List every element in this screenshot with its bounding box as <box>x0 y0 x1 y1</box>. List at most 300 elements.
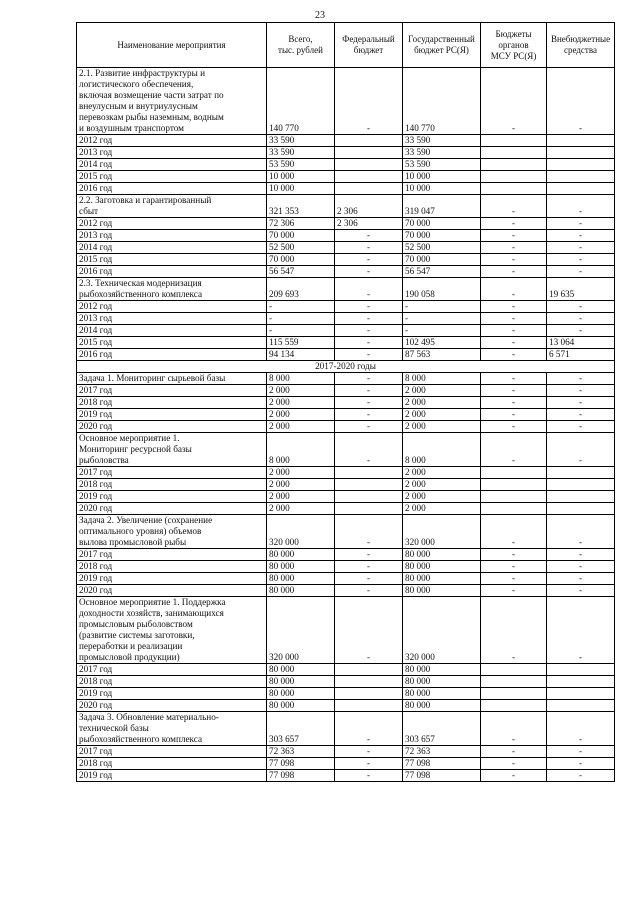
value-cell <box>481 664 547 676</box>
value-cell: - <box>335 549 403 561</box>
table-row <box>77 218 615 230</box>
header-cell: Всего, тыс. рублей <box>267 23 335 68</box>
page-number: 23 <box>315 10 325 21</box>
value-cell: - <box>481 746 547 758</box>
table-row <box>77 561 615 573</box>
value-cell: - <box>335 515 403 549</box>
value-cell: 70 000 <box>403 230 481 242</box>
value-cell <box>481 676 547 688</box>
item-name: 2018 год <box>77 397 267 409</box>
value-cell: - <box>481 397 547 409</box>
value-cell: - <box>547 195 615 218</box>
item-name: 2014 год <box>77 242 267 254</box>
value-cell: - <box>547 230 615 242</box>
value-cell: 303 657 <box>403 712 481 746</box>
item-name: 2016 год <box>77 266 267 278</box>
value-cell: 140 770 <box>267 68 335 135</box>
value-cell <box>547 688 615 700</box>
value-cell: 87 563 <box>403 349 481 361</box>
value-cell: - <box>335 325 403 337</box>
value-cell: 320 000 <box>403 515 481 549</box>
value-cell: - <box>481 68 547 135</box>
value-cell: - <box>547 301 615 313</box>
value-cell: 2 000 <box>403 467 481 479</box>
value-cell: - <box>335 585 403 597</box>
item-name: 2018 год <box>77 758 267 770</box>
value-cell: 80 000 <box>403 573 481 585</box>
value-cell: - <box>481 195 547 218</box>
table-row <box>77 585 615 597</box>
value-cell: 19 635 <box>547 278 615 301</box>
value-cell: - <box>481 585 547 597</box>
value-cell: - <box>335 337 403 349</box>
table-row <box>77 758 615 770</box>
value-cell: 33 590 <box>267 135 335 147</box>
value-cell: - <box>547 421 615 433</box>
value-cell: - <box>335 770 403 782</box>
value-cell: - <box>335 409 403 421</box>
value-cell: 2 000 <box>267 467 335 479</box>
value-cell: 2 000 <box>403 503 481 515</box>
value-cell: 209 693 <box>267 278 335 301</box>
value-cell: 33 590 <box>403 135 481 147</box>
value-cell <box>335 467 403 479</box>
value-cell: 77 098 <box>267 758 335 770</box>
value-cell <box>547 491 615 503</box>
value-cell: - <box>481 421 547 433</box>
value-cell <box>481 171 547 183</box>
value-cell <box>547 135 615 147</box>
value-cell: 80 000 <box>267 549 335 561</box>
value-cell: 8 000 <box>403 433 481 467</box>
value-cell: - <box>547 266 615 278</box>
value-cell: - <box>481 218 547 230</box>
item-name: 2016 год <box>77 349 267 361</box>
value-cell: 80 000 <box>403 700 481 712</box>
value-cell: 303 657 <box>267 712 335 746</box>
value-cell: 2 000 <box>403 409 481 421</box>
value-cell: 140 770 <box>403 68 481 135</box>
value-cell: - <box>335 712 403 746</box>
value-cell: - <box>335 68 403 135</box>
value-cell: - <box>267 313 335 325</box>
table-row <box>77 467 615 479</box>
value-cell: - <box>335 561 403 573</box>
value-cell: 2 306 <box>335 218 403 230</box>
value-cell: - <box>481 349 547 361</box>
value-cell: - <box>267 301 335 313</box>
value-cell: 2 000 <box>267 397 335 409</box>
value-cell: - <box>547 585 615 597</box>
value-cell <box>335 147 403 159</box>
value-cell: - <box>481 561 547 573</box>
value-cell: 52 500 <box>403 242 481 254</box>
value-cell <box>481 700 547 712</box>
item-name: 2020 год <box>77 503 267 515</box>
value-cell: - <box>335 597 403 664</box>
value-cell: - <box>547 325 615 337</box>
value-cell: - <box>335 385 403 397</box>
value-cell <box>481 159 547 171</box>
value-cell: 10 000 <box>267 183 335 195</box>
value-cell <box>547 700 615 712</box>
table-row <box>77 770 615 782</box>
value-cell: 2 000 <box>403 385 481 397</box>
value-cell: 320 000 <box>403 597 481 664</box>
value-cell: 77 098 <box>403 770 481 782</box>
table-row <box>77 712 615 746</box>
value-cell: - <box>547 712 615 746</box>
item-name: 2013 год <box>77 147 267 159</box>
value-cell: 80 000 <box>403 676 481 688</box>
value-cell: 56 547 <box>403 266 481 278</box>
value-cell: - <box>335 349 403 361</box>
item-name: 2014 год <box>77 159 267 171</box>
item-name: 2013 год <box>77 313 267 325</box>
value-cell: 10 000 <box>403 171 481 183</box>
value-cell: - <box>547 549 615 561</box>
value-cell <box>481 183 547 195</box>
value-cell <box>335 664 403 676</box>
value-cell <box>335 159 403 171</box>
item-name: 2.2. Заготовка и гарантированный сбыт <box>77 195 267 218</box>
value-cell: 321 353 <box>267 195 335 218</box>
value-cell: - <box>481 301 547 313</box>
value-cell: - <box>547 68 615 135</box>
item-name: 2014 год <box>77 325 267 337</box>
table-row <box>77 664 615 676</box>
value-cell: 94 134 <box>267 349 335 361</box>
value-cell: - <box>481 278 547 301</box>
item-name: 2019 год <box>77 573 267 585</box>
value-cell <box>335 700 403 712</box>
value-cell: - <box>335 266 403 278</box>
value-cell: - <box>547 515 615 549</box>
value-cell <box>335 479 403 491</box>
table-row <box>77 349 615 361</box>
table-row <box>77 183 615 195</box>
table-row <box>77 597 615 664</box>
value-cell: 77 098 <box>267 770 335 782</box>
value-cell: 72 306 <box>267 218 335 230</box>
value-cell <box>481 688 547 700</box>
value-cell: 2 000 <box>267 479 335 491</box>
value-cell: 2 306 <box>335 195 403 218</box>
value-cell: 70 000 <box>267 254 335 266</box>
value-cell: - <box>481 242 547 254</box>
table-row <box>77 373 615 385</box>
table-row <box>77 135 615 147</box>
table-row <box>77 171 615 183</box>
value-cell <box>547 467 615 479</box>
value-cell: 53 590 <box>267 159 335 171</box>
value-cell: - <box>403 301 481 313</box>
period-label: 2017-2020 годы <box>77 361 615 373</box>
value-cell: - <box>481 313 547 325</box>
table-row <box>77 301 615 313</box>
value-cell: 80 000 <box>403 561 481 573</box>
table-row <box>77 254 615 266</box>
value-cell: - <box>481 266 547 278</box>
value-cell: - <box>547 254 615 266</box>
value-cell: - <box>481 373 547 385</box>
value-cell: - <box>267 325 335 337</box>
value-cell: 56 547 <box>267 266 335 278</box>
value-cell: 319 047 <box>403 195 481 218</box>
value-cell <box>481 503 547 515</box>
value-cell: - <box>335 573 403 585</box>
table-row <box>77 313 615 325</box>
table-row <box>77 688 615 700</box>
value-cell: - <box>335 397 403 409</box>
value-cell: - <box>335 746 403 758</box>
item-name: 2012 год <box>77 218 267 230</box>
value-cell: - <box>403 325 481 337</box>
value-cell: 190 058 <box>403 278 481 301</box>
value-cell: - <box>547 373 615 385</box>
value-cell: - <box>335 758 403 770</box>
item-name: 2018 год <box>77 561 267 573</box>
table-row <box>77 385 615 397</box>
value-cell: - <box>547 746 615 758</box>
value-cell: - <box>403 313 481 325</box>
table-row <box>77 195 615 218</box>
value-cell: 72 363 <box>403 746 481 758</box>
table-row <box>77 515 615 549</box>
value-cell: 80 000 <box>267 585 335 597</box>
value-cell: 70 000 <box>267 230 335 242</box>
item-name: 2015 год <box>77 171 267 183</box>
value-cell: 80 000 <box>403 664 481 676</box>
item-name: 2012 год <box>77 135 267 147</box>
table-row <box>77 491 615 503</box>
value-cell: - <box>335 433 403 467</box>
header-cell: Федеральный бюджет <box>335 23 403 68</box>
item-name: Задача 2. Увеличение (сохранение оптимального уровня) объемов вылова промысловой рыбы <box>77 515 267 549</box>
value-cell: - <box>481 254 547 266</box>
table-row <box>77 266 615 278</box>
value-cell <box>547 503 615 515</box>
value-cell: 53 590 <box>403 159 481 171</box>
value-cell: - <box>547 409 615 421</box>
value-cell: - <box>481 409 547 421</box>
table-row <box>77 746 615 758</box>
table-row <box>77 409 615 421</box>
value-cell: - <box>481 325 547 337</box>
table-row <box>77 242 615 254</box>
item-name: 2015 год <box>77 337 267 349</box>
value-cell <box>547 171 615 183</box>
value-cell: 70 000 <box>403 218 481 230</box>
value-cell: 320 000 <box>267 597 335 664</box>
value-cell: - <box>335 254 403 266</box>
value-cell: 80 000 <box>267 700 335 712</box>
value-cell: 2 000 <box>267 421 335 433</box>
value-cell: 80 000 <box>267 664 335 676</box>
item-name: Задача 1. Мониторинг сырьевой базы <box>77 373 267 385</box>
value-cell: 2 000 <box>403 397 481 409</box>
value-cell: 72 363 <box>267 746 335 758</box>
table-row <box>77 230 615 242</box>
table-row <box>77 421 615 433</box>
value-cell <box>547 147 615 159</box>
value-cell: - <box>481 770 547 782</box>
value-cell: - <box>481 337 547 349</box>
value-cell: - <box>481 597 547 664</box>
value-cell: 33 590 <box>267 147 335 159</box>
value-cell: 80 000 <box>267 688 335 700</box>
value-cell <box>481 479 547 491</box>
value-cell <box>335 183 403 195</box>
value-cell <box>335 491 403 503</box>
value-cell <box>547 664 615 676</box>
value-cell: 80 000 <box>403 549 481 561</box>
value-cell: - <box>547 397 615 409</box>
value-cell: - <box>335 373 403 385</box>
table-row <box>77 549 615 561</box>
value-cell: 13 064 <box>547 337 615 349</box>
table-row <box>77 337 615 349</box>
value-cell: - <box>547 758 615 770</box>
value-cell: - <box>547 242 615 254</box>
value-cell: - <box>547 218 615 230</box>
table-row <box>77 159 615 171</box>
table-row <box>77 147 615 159</box>
item-name: 2020 год <box>77 585 267 597</box>
value-cell <box>481 491 547 503</box>
item-name: Задача 3. Обновление материально- технической базы рыбохозяйственного комплекса <box>77 712 267 746</box>
budget-table <box>76 22 615 782</box>
value-cell: - <box>481 385 547 397</box>
item-name: 2.3. Техническая модернизация рыбохозяйственного комплекса <box>77 278 267 301</box>
item-name: 2013 год <box>77 230 267 242</box>
value-cell: 77 098 <box>403 758 481 770</box>
value-cell: - <box>481 515 547 549</box>
value-cell: 33 590 <box>403 147 481 159</box>
item-name: 2019 год <box>77 688 267 700</box>
value-cell <box>481 135 547 147</box>
value-cell: 52 500 <box>267 242 335 254</box>
item-name: 2020 год <box>77 700 267 712</box>
value-cell: 6 571 <box>547 349 615 361</box>
item-name: 2017 год <box>77 467 267 479</box>
value-cell: - <box>335 242 403 254</box>
item-name: 2018 год <box>77 479 267 491</box>
value-cell <box>547 479 615 491</box>
header-row <box>77 23 615 68</box>
table-row <box>77 397 615 409</box>
value-cell <box>335 135 403 147</box>
value-cell: - <box>547 385 615 397</box>
period-row <box>77 361 615 373</box>
value-cell: - <box>547 433 615 467</box>
value-cell: - <box>547 573 615 585</box>
header-cell: Государственный бюджет РС(Я) <box>403 23 481 68</box>
value-cell: 10 000 <box>403 183 481 195</box>
value-cell: 80 000 <box>267 561 335 573</box>
value-cell: - <box>335 278 403 301</box>
value-cell: 2 000 <box>267 409 335 421</box>
value-cell: - <box>547 561 615 573</box>
item-name: 2017 год <box>77 385 267 397</box>
table-row <box>77 700 615 712</box>
item-name: 2017 год <box>77 746 267 758</box>
table-row <box>77 278 615 301</box>
value-cell: - <box>481 549 547 561</box>
header-cell: Наименование мероприятия <box>77 23 267 68</box>
value-cell: - <box>335 313 403 325</box>
value-cell: - <box>335 301 403 313</box>
item-name: 2.1. Развитие инфраструктуры и логистического обеспечения, включая возмещение части затрат по внеулусным и внутриулусным перевозкам рыбы наземным, водным и воздушным транспортом <box>77 68 267 135</box>
value-cell <box>335 171 403 183</box>
value-cell: 2 000 <box>267 385 335 397</box>
value-cell: 80 000 <box>403 688 481 700</box>
item-name: 2016 год <box>77 183 267 195</box>
value-cell: 80 000 <box>403 585 481 597</box>
value-cell <box>481 147 547 159</box>
item-name: 2017 год <box>77 549 267 561</box>
value-cell: 8 000 <box>267 433 335 467</box>
value-cell <box>335 676 403 688</box>
value-cell <box>335 688 403 700</box>
value-cell: 320 000 <box>267 515 335 549</box>
value-cell: 115 559 <box>267 337 335 349</box>
value-cell: - <box>481 712 547 746</box>
header-cell: Бюджеты органов МСУ РС(Я) <box>481 23 547 68</box>
value-cell <box>547 676 615 688</box>
value-cell: - <box>481 230 547 242</box>
value-cell: 80 000 <box>267 573 335 585</box>
item-name: 2012 год <box>77 301 267 313</box>
value-cell: 2 000 <box>403 421 481 433</box>
value-cell: 102 495 <box>403 337 481 349</box>
table-row <box>77 676 615 688</box>
table-row <box>77 68 615 135</box>
table-row <box>77 325 615 337</box>
item-name: 2015 год <box>77 254 267 266</box>
value-cell <box>547 159 615 171</box>
item-name: 2018 год <box>77 676 267 688</box>
header-cell: Внебюджетные средства <box>547 23 615 68</box>
table-row <box>77 573 615 585</box>
value-cell <box>481 467 547 479</box>
value-cell: 80 000 <box>267 676 335 688</box>
value-cell: 8 000 <box>267 373 335 385</box>
value-cell: 2 000 <box>403 479 481 491</box>
item-name: 2019 год <box>77 491 267 503</box>
table-row <box>77 503 615 515</box>
value-cell: 8 000 <box>403 373 481 385</box>
value-cell: - <box>481 433 547 467</box>
value-cell: - <box>547 770 615 782</box>
item-name: 2019 год <box>77 770 267 782</box>
value-cell: - <box>335 421 403 433</box>
item-name: 2017 год <box>77 664 267 676</box>
item-name: 2020 год <box>77 421 267 433</box>
value-cell: - <box>547 313 615 325</box>
value-cell <box>547 183 615 195</box>
value-cell: - <box>481 758 547 770</box>
item-name: Основное мероприятие 1. Мониторинг ресурсной базы рыболовства <box>77 433 267 467</box>
value-cell: 2 000 <box>267 491 335 503</box>
value-cell: 70 000 <box>403 254 481 266</box>
value-cell: 2 000 <box>267 503 335 515</box>
value-cell <box>335 503 403 515</box>
table-row <box>77 479 615 491</box>
value-cell: - <box>547 597 615 664</box>
value-cell: - <box>335 230 403 242</box>
value-cell: 10 000 <box>267 171 335 183</box>
